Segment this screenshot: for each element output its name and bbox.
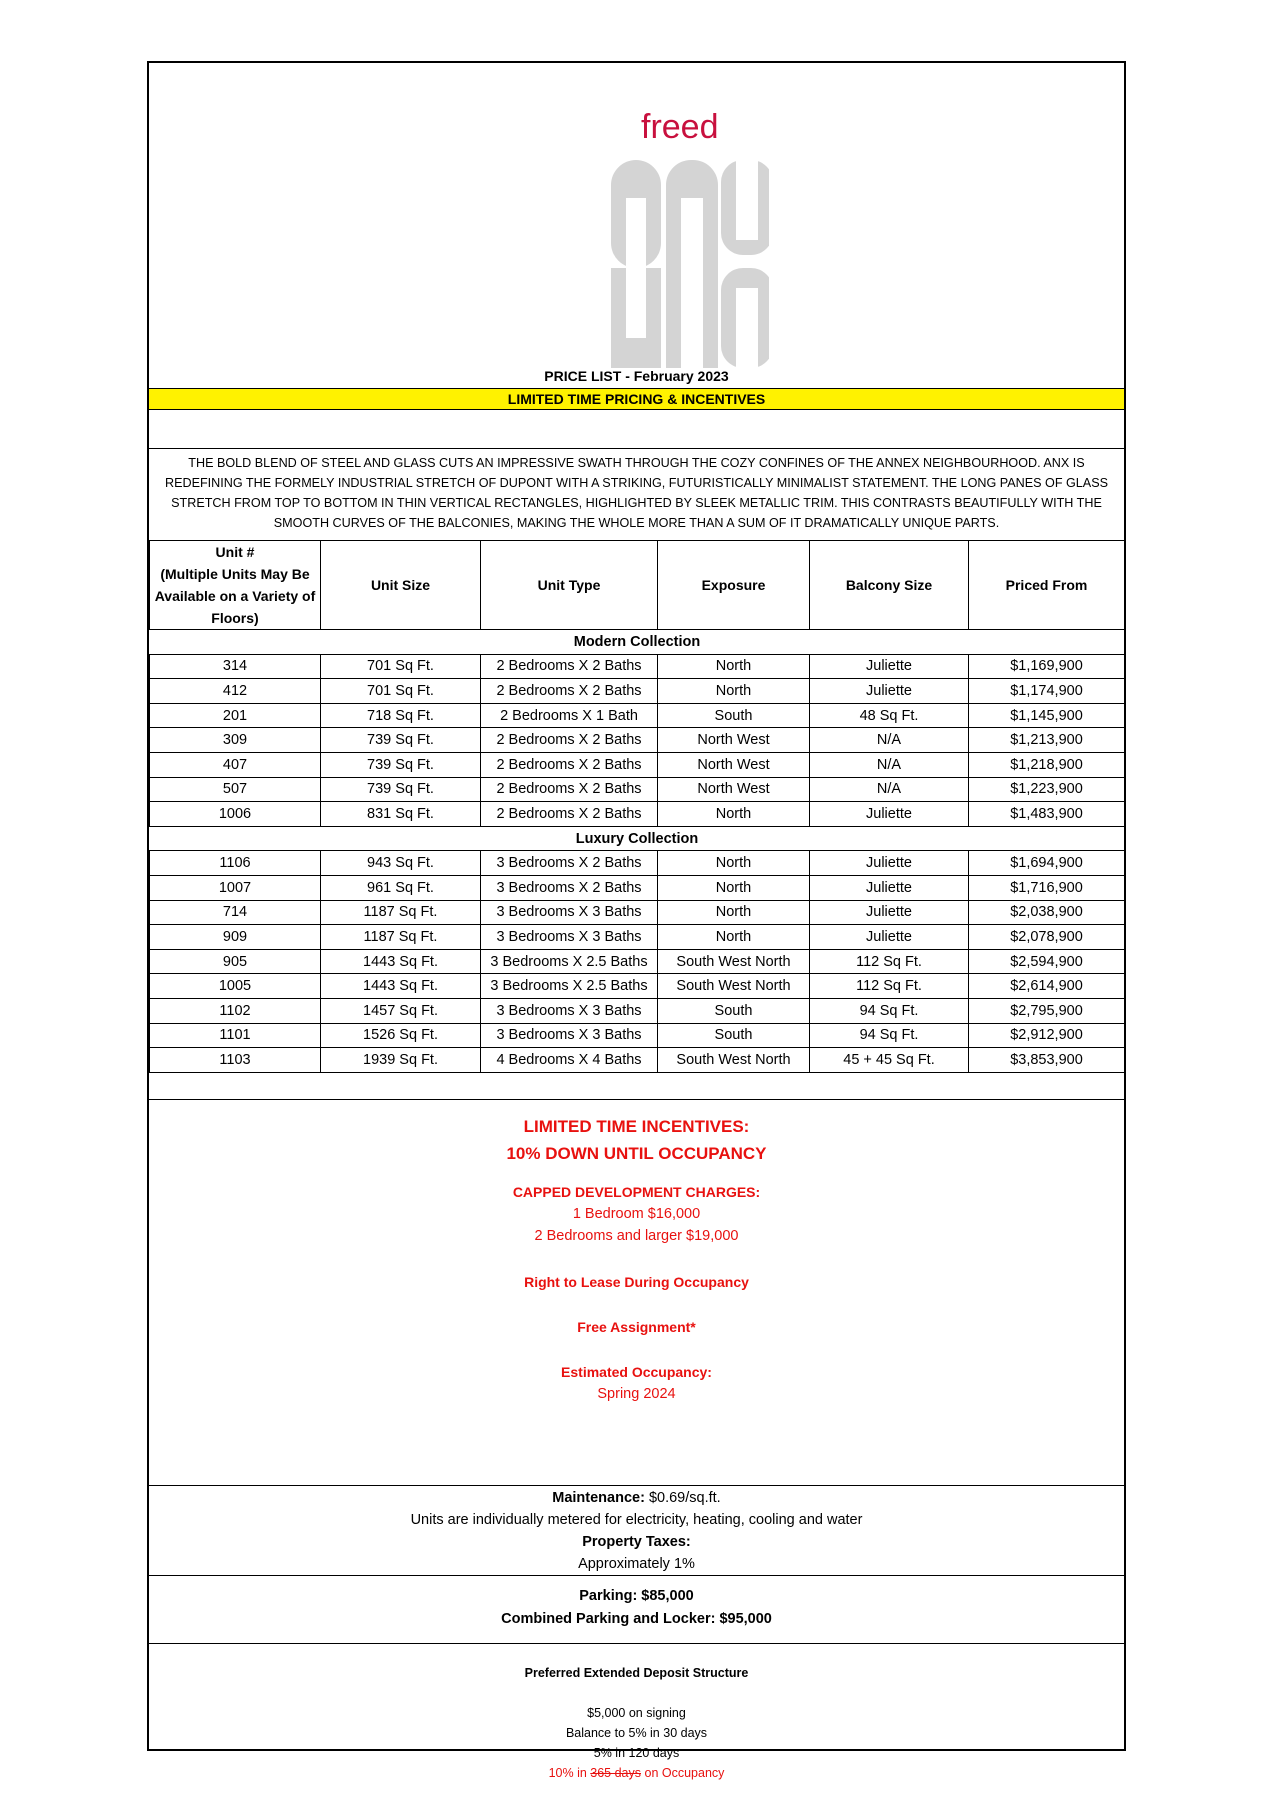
unit-number-cell: 1007: [150, 875, 321, 900]
property-taxes-label: Property Taxes:: [582, 1534, 691, 1550]
price-cell: $2,078,900: [969, 925, 1125, 950]
exposure-cell: South: [658, 998, 810, 1023]
project-description: THE BOLD BLEND OF STEEL AND GLASS CUTS AN IMPRESSIVE SWATH THROUGH THE COZY CONFINES OF THE ANNEX NEIGHBOURHOOD. ANX IS REDEFINING THE FORMELY INDUSTRIAL STRETCH OF DUPONT WITH A STRIKING, FUTURISTICALLY MINIMALIST STATEMENT. THE LONG PANES OF GLASS STRETCH FROM TOP TO BOTTOM IN THIN VERTICAL RECTANGLES, HIGHLIGHTED BY SLEEK METALLIC TRIM. THIS CONTRASTS BEAUTIFULLY WITH THE SMOOTH CURVES OF THE BALCONIES, MAKING THE WHOLE MORE THAN A SUM OF IT DRAMATICALLY UNIQUE PARTS.: [164, 456, 1109, 530]
unit-type-cell: 2 Bedrooms X 1 Bath: [481, 703, 658, 728]
price-cell: $3,853,900: [969, 1048, 1125, 1073]
unit-number-cell: 1103: [150, 1048, 321, 1073]
unit-size-cell: 1939 Sq Ft.: [321, 1048, 481, 1073]
anx-mark-icon: [611, 160, 769, 368]
unit-number-cell: 309: [150, 728, 321, 753]
balcony-size-cell: Juliette: [810, 851, 969, 876]
unit-number-cell: 1106: [150, 851, 321, 876]
unit-size-cell: 1187 Sq Ft.: [321, 900, 481, 925]
table-row: [150, 752, 1125, 777]
unit-size-cell: 831 Sq Ft.: [321, 802, 481, 827]
divider: [149, 1643, 1124, 1644]
unit-type-cell: 3 Bedrooms X 2.5 Baths: [481, 949, 658, 974]
table-header-row: [150, 541, 1125, 630]
unit-type-cell: 3 Bedrooms X 2.5 Baths: [481, 974, 658, 999]
unit-size-cell: 1443 Sq Ft.: [321, 974, 481, 999]
parking-locker-price: Combined Parking and Locker: $95,000: [501, 1611, 772, 1627]
price-cell: $1,694,900: [969, 851, 1125, 876]
table-row: [150, 728, 1125, 753]
unit-number-cell: 201: [150, 703, 321, 728]
unit-type-cell: 3 Bedrooms X 3 Baths: [481, 998, 658, 1023]
section-title: Modern Collection: [150, 630, 1125, 655]
incentives-down-payment: 10% DOWN UNTIL OCCUPANCY: [506, 1144, 767, 1163]
balcony-size-cell: 112 Sq Ft.: [810, 974, 969, 999]
unit-size-cell: 739 Sq Ft.: [321, 752, 481, 777]
divider: [149, 1099, 1124, 1100]
balcony-size-cell: 112 Sq Ft.: [810, 949, 969, 974]
balcony-size-cell: Juliette: [810, 654, 969, 679]
unit-number-cell: 905: [150, 949, 321, 974]
deposit-step-1: $5,000 on signing: [587, 1706, 686, 1720]
unit-size-cell: 701 Sq Ft.: [321, 654, 481, 679]
unit-number-cell: 314: [150, 654, 321, 679]
table-row: [150, 802, 1125, 827]
header-priced-from: Priced From: [969, 541, 1125, 630]
unit-type-cell: 3 Bedrooms X 2 Baths: [481, 875, 658, 900]
exposure-cell: South West North: [658, 1048, 810, 1073]
dev-charges-heading: CAPPED DEVELOPMENT CHARGES:: [512, 1184, 761, 1200]
unit-size-cell: 1526 Sq Ft.: [321, 1023, 481, 1048]
pricing-banner: LIMITED TIME PRICING & INCENTIVES: [149, 389, 1124, 409]
anx-logo: [529, 88, 769, 388]
deposit-step-4: [149, 1763, 1124, 1783]
price-cell: $2,614,900: [969, 974, 1125, 999]
unit-type-cell: 3 Bedrooms X 3 Baths: [481, 1023, 658, 1048]
table-section-row: [150, 630, 1125, 655]
deposit-heading: Preferred Extended Deposit Structure: [524, 1666, 749, 1680]
divider: [149, 1485, 1124, 1486]
exposure-cell: North: [658, 900, 810, 925]
header-balcony-size: Balcony Size: [810, 541, 969, 630]
unit-number-cell: 714: [150, 900, 321, 925]
balcony-size-cell: 45 + 45 Sq Ft.: [810, 1048, 969, 1073]
header-unit-size: Unit Size: [321, 541, 481, 630]
deposit-step-3: 5% in 120 days: [593, 1746, 680, 1760]
balcony-size-cell: 48 Sq Ft.: [810, 703, 969, 728]
incentives-block: [149, 1101, 1124, 1405]
unit-type-cell: 2 Bedrooms X 2 Baths: [481, 777, 658, 802]
unit-size-cell: 701 Sq Ft.: [321, 679, 481, 704]
units-price-table: [149, 540, 1125, 1073]
balcony-size-cell: Juliette: [810, 925, 969, 950]
exposure-cell: North West: [658, 752, 810, 777]
header-exposure: Exposure: [658, 541, 810, 630]
price-cell: $2,594,900: [969, 949, 1125, 974]
unit-size-cell: 1443 Sq Ft.: [321, 949, 481, 974]
units-table-body: [150, 630, 1125, 1073]
price-cell: $2,795,900: [969, 998, 1125, 1023]
price-cell: $1,223,900: [969, 777, 1125, 802]
maintenance-line: [149, 1487, 1124, 1509]
table-section-row: [150, 826, 1125, 851]
unit-type-cell: 2 Bedrooms X 2 Baths: [481, 654, 658, 679]
balcony-size-cell: Juliette: [810, 900, 969, 925]
price-cell: $1,174,900: [969, 679, 1125, 704]
deposit-step-4-suffix: on Occupancy: [641, 1766, 725, 1780]
unit-type-cell: 3 Bedrooms X 3 Baths: [481, 900, 658, 925]
exposure-cell: South West North: [658, 949, 810, 974]
metering-note: Units are individually metered for electricity, heating, cooling and water: [410, 1512, 863, 1528]
price-cell: $1,218,900: [969, 752, 1125, 777]
exposure-cell: North: [658, 654, 810, 679]
price-list-sheet: [147, 61, 1126, 1780]
unit-number-cell: 1005: [150, 974, 321, 999]
table-row: [150, 925, 1125, 950]
table-row: [150, 1048, 1125, 1073]
unit-type-cell: 2 Bedrooms X 2 Baths: [481, 728, 658, 753]
deposit-structure-block: [149, 1663, 1124, 1783]
exposure-cell: North: [658, 851, 810, 876]
deposit-step-4-struck: 365 days: [590, 1766, 642, 1780]
unit-number-cell: 1006: [150, 802, 321, 827]
maintenance-block: [149, 1487, 1124, 1575]
table-row: [150, 1023, 1125, 1048]
unit-type-cell: 3 Bedrooms X 2 Baths: [481, 851, 658, 876]
property-taxes-value: Approximately 1%: [578, 1556, 695, 1572]
price-cell: $2,912,900: [969, 1023, 1125, 1048]
assignment-incentive: Free Assignment*: [577, 1319, 696, 1335]
exposure-cell: North: [658, 925, 810, 950]
dev-charge-one-bedroom: 1 Bedroom $16,000: [572, 1206, 701, 1222]
price-cell: $1,169,900: [969, 654, 1125, 679]
freed-wordmark: freed: [641, 108, 719, 146]
occupancy-heading: Estimated Occupancy:: [561, 1364, 712, 1380]
table-row: [150, 949, 1125, 974]
table-row: [150, 654, 1125, 679]
unit-number-cell: 412: [150, 679, 321, 704]
parking-block: [149, 1585, 1124, 1631]
maintenance-value: $0.69/sq.ft.: [644, 1490, 721, 1506]
unit-number-cell: 1102: [150, 998, 321, 1023]
table-row: [150, 851, 1125, 876]
unit-type-cell: 3 Bedrooms X 3 Baths: [481, 925, 658, 950]
exposure-cell: North West: [658, 777, 810, 802]
deposit-step-4-prefix: 10% in: [548, 1766, 591, 1780]
table-row: [150, 900, 1125, 925]
unit-size-cell: 1187 Sq Ft.: [321, 925, 481, 950]
unit-type-cell: 4 Bedrooms X 4 Baths: [481, 1048, 658, 1073]
incentives-heading: LIMITED TIME INCENTIVES:: [523, 1117, 750, 1136]
anx-logo-graphic: [529, 88, 769, 388]
dev-charge-two-bedroom: 2 Bedrooms and larger $19,000: [534, 1228, 739, 1244]
divider: [149, 448, 1124, 449]
divider: [149, 1575, 1124, 1576]
exposure-cell: North West: [658, 728, 810, 753]
unit-size-cell: 739 Sq Ft.: [321, 777, 481, 802]
unit-size-cell: 718 Sq Ft.: [321, 703, 481, 728]
divider: [149, 409, 1124, 410]
price-list-title: PRICE LIST - February 2023: [544, 368, 729, 384]
unit-number-cell: 1101: [150, 1023, 321, 1048]
unit-size-cell: 961 Sq Ft.: [321, 875, 481, 900]
unit-size-cell: 1457 Sq Ft.: [321, 998, 481, 1023]
price-cell: $1,145,900: [969, 703, 1125, 728]
unit-size-cell: 943 Sq Ft.: [321, 851, 481, 876]
unit-size-cell: 739 Sq Ft.: [321, 728, 481, 753]
unit-number-cell: 909: [150, 925, 321, 950]
section-title: Luxury Collection: [150, 826, 1125, 851]
occupancy-value: Spring 2024: [597, 1386, 676, 1402]
price-cell: $1,213,900: [969, 728, 1125, 753]
exposure-cell: South: [658, 703, 810, 728]
balcony-size-cell: 94 Sq Ft.: [810, 998, 969, 1023]
lease-incentive: Right to Lease During Occupancy: [524, 1274, 749, 1290]
balcony-size-cell: N/A: [810, 728, 969, 753]
unit-type-cell: 2 Bedrooms X 2 Baths: [481, 679, 658, 704]
unit-number-cell: 507: [150, 777, 321, 802]
balcony-size-cell: Juliette: [810, 875, 969, 900]
price-cell: $1,716,900: [969, 875, 1125, 900]
exposure-cell: North: [658, 802, 810, 827]
unit-number-cell: 407: [150, 752, 321, 777]
price-cell: $1,483,900: [969, 802, 1125, 827]
table-row: [150, 974, 1125, 999]
parking-price: Parking: $85,000: [579, 1588, 694, 1604]
unit-type-cell: 2 Bedrooms X 2 Baths: [481, 802, 658, 827]
exposure-cell: South: [658, 1023, 810, 1048]
header-unit-type: Unit Type: [481, 541, 658, 630]
table-row: [150, 998, 1125, 1023]
exposure-cell: North: [658, 875, 810, 900]
balcony-size-cell: Juliette: [810, 679, 969, 704]
balcony-size-cell: Juliette: [810, 802, 969, 827]
exposure-cell: South West North: [658, 974, 810, 999]
table-row: [150, 703, 1125, 728]
exposure-cell: North: [658, 679, 810, 704]
header-unit-number: Unit # (Multiple Units May Be Available on a Variety of Floors): [150, 541, 321, 630]
table-row: [150, 777, 1125, 802]
price-cell: $2,038,900: [969, 900, 1125, 925]
maintenance-label: Maintenance:: [552, 1490, 645, 1506]
balcony-size-cell: 94 Sq Ft.: [810, 1023, 969, 1048]
balcony-size-cell: N/A: [810, 777, 969, 802]
table-row: [150, 875, 1125, 900]
deposit-step-2: Balance to 5% in 30 days: [565, 1726, 708, 1740]
unit-type-cell: 2 Bedrooms X 2 Baths: [481, 752, 658, 777]
table-row: [150, 679, 1125, 704]
balcony-size-cell: N/A: [810, 752, 969, 777]
